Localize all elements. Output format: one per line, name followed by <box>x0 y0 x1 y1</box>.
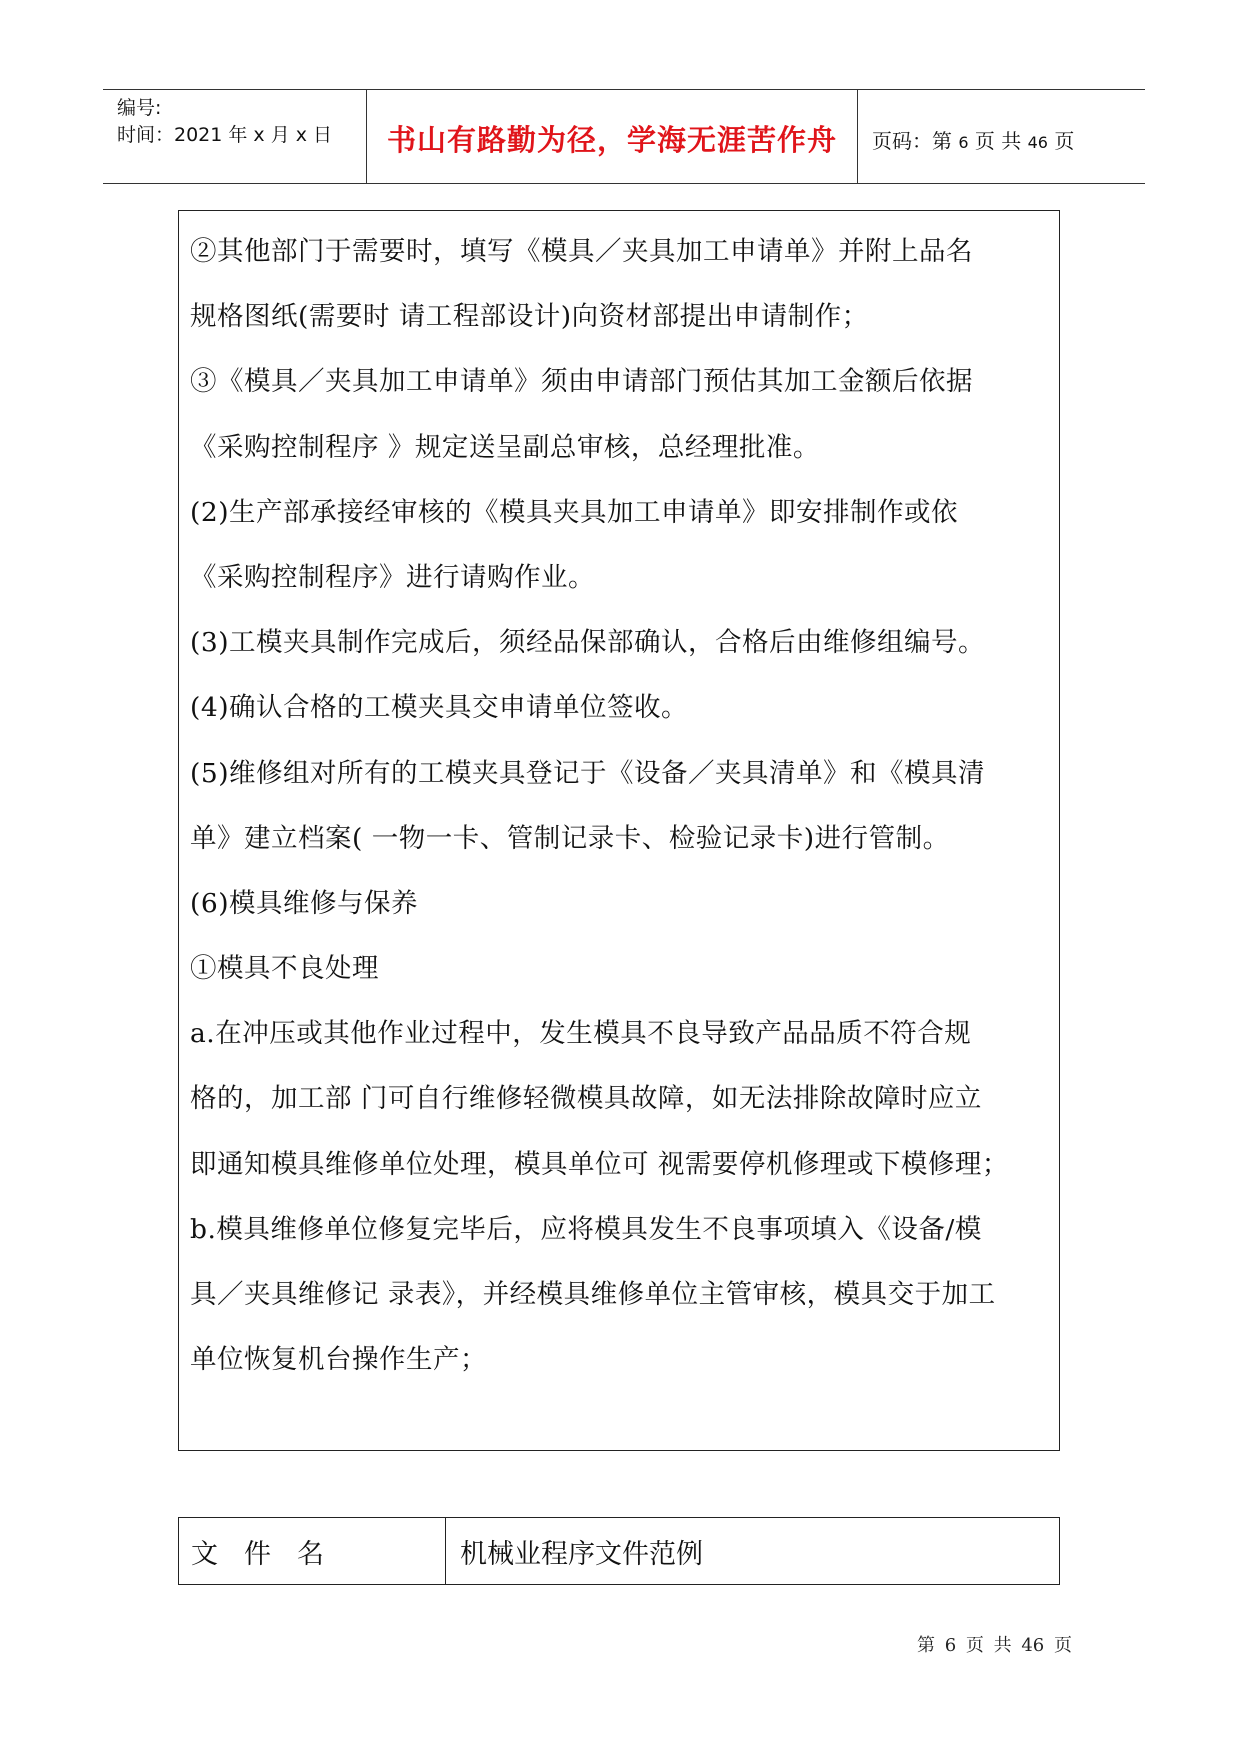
document-time-label: 时间：2021 年 x 月 x 日 <box>117 124 333 146</box>
text-line: b.模具维修单位修复完毕后，应将模具发生不良事项填入《设备/模 <box>190 1213 982 1245</box>
text-line: (6)模具维修与保养 <box>190 887 419 919</box>
page-mid: 页 共 <box>974 129 1022 153</box>
text-line: 具／夹具维修记 录表》，并经模具维修单位主管审核，模具交于加工 <box>190 1279 996 1310</box>
text-line: 单》建立档案( 一物一卡、管制记录卡、检验记录卡)进行管制。 <box>190 822 950 854</box>
header-motto-cell <box>367 90 858 183</box>
file-name-table <box>178 1517 1060 1585</box>
header-meta <box>103 90 367 183</box>
procedure-content-box <box>178 210 1060 1451</box>
text-line: ③《模具／夹具加工申请单》须由申请部门预估其加工金额后依据 <box>190 366 973 398</box>
text-line: (5)维修组对所有的工模夹具登记于《设备／夹具清单》和《模具清 <box>190 757 986 789</box>
file-name-value: 机械业程序文件范例 <box>460 1539 703 1570</box>
header-motto: 书山有路勤为径，学海无涯苦作舟 <box>386 123 837 157</box>
text-line: ②其他部门于需要时，填写《模具／夹具加工申请单》并附上品名 <box>190 236 973 267</box>
text-line: 规格图纸(需要时 请工程部设计)向资材部提出申请制作； <box>190 301 869 333</box>
file-name-label-cell <box>179 1518 446 1584</box>
page-header <box>103 89 1145 184</box>
text-line: 《采购控制程序 》规定送呈副总审核，总经理批准。 <box>190 431 820 463</box>
text-line: (3)工模夹具制作完成后，须经品保部确认，合格后由维修组编号。 <box>190 627 986 659</box>
file-name-label: 文件名 <box>191 1539 350 1570</box>
header-page-info <box>872 125 1074 154</box>
text-line: 单位恢复机台操作生产； <box>190 1344 487 1376</box>
page-total: 46 <box>1027 133 1048 152</box>
page-current: 6 <box>958 133 969 152</box>
page-suffix: 页 <box>1054 129 1075 153</box>
header-page-cell <box>858 90 1145 183</box>
text-line: 《采购控制程序》进行请购作业。 <box>190 561 595 593</box>
procedure-text <box>190 227 1050 1400</box>
text-line: ①模具不良处理 <box>190 953 379 985</box>
text-line: (4)确认合格的工模夹具交申请单位签收。 <box>190 692 689 724</box>
text-line: 格的，加工部 门可自行维修轻微模具故障，如无法排除故障时应立 <box>190 1083 982 1115</box>
page-footer: 第 6 页 共 46 页 <box>917 1635 1072 1656</box>
text-line: (2)生产部承接经审核的《模具夹具加工申请单》即安排制作或依 <box>190 496 959 528</box>
text-line: 即通知模具维修单位处理，模具单位可 视需要停机修理或下模修理； <box>190 1148 1009 1180</box>
document-number-label: 编号: <box>117 97 162 119</box>
page-prefix: 页码：第 <box>872 129 952 153</box>
text-line: a.在冲压或其他作业过程中，发生模具不良导致产品品质不符合规 <box>190 1018 972 1050</box>
